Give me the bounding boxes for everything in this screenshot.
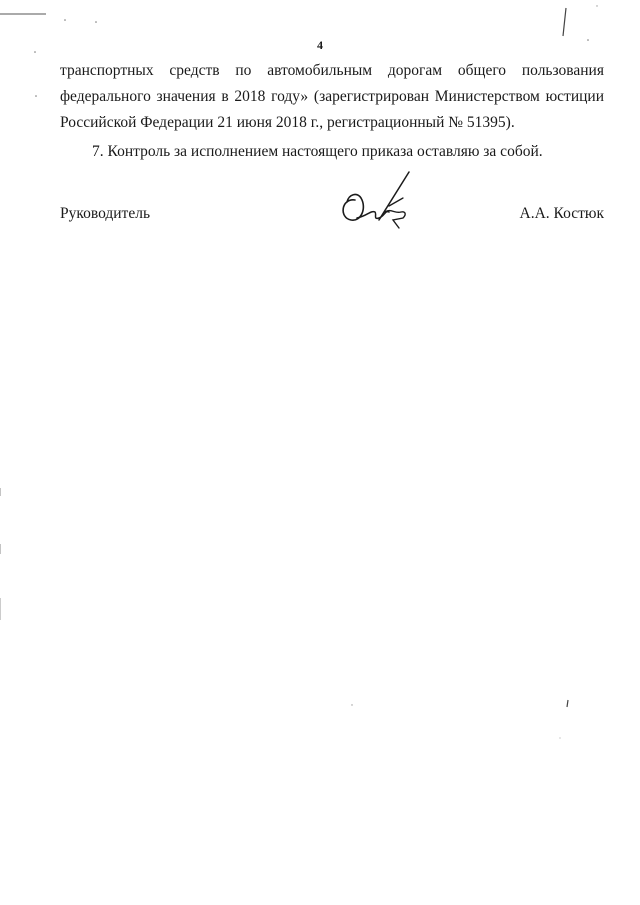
body-line-3: Российской Федерации 21 июня 2018 г., регистрационный № 51395). — [60, 114, 515, 131]
signature-block — [60, 205, 604, 227]
page-number: 4 — [317, 38, 323, 52]
body-line-2: федерального значения в 2018 году» (зарегистрирован Министерством юстиции — [60, 88, 604, 105]
signer-name: А.А. Костюк — [519, 205, 604, 222]
signer-title: Руководитель — [60, 205, 151, 222]
body-line-4: 7. Контроль за исполнением настоящего приказа оставляю за собой. — [92, 143, 543, 160]
body-line-1: транспортных средств по автомобильным дорогам общего пользования — [60, 62, 604, 79]
